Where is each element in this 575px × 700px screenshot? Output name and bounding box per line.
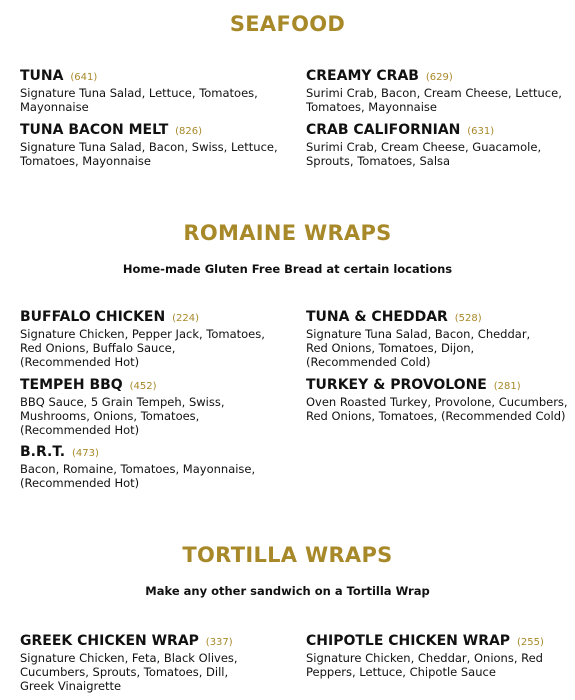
menu-item-tuna-cheddar (306, 309, 568, 369)
menu-item-brt (20, 444, 285, 490)
item-description-line: Greek Vinaigrette (20, 679, 122, 693)
item-name: BUFFALO CHICKEN (20, 309, 166, 325)
menu-item-tuna-bacon-melt (20, 122, 285, 168)
section-title-tortilla-wraps: TORTILLA WRAPS (182, 543, 393, 567)
item-description (306, 327, 568, 369)
section-note-romaine: Home-made Gluten Free Bread at certain locations (122, 262, 453, 276)
section-note-tortilla: Make any other sandwich on a Tortilla Wrap (145, 584, 430, 598)
item-calories: (473) (71, 448, 99, 459)
item-description-line: Signature Chicken, Feta, Black Olives, (20, 651, 238, 665)
menu-item-buffalo-chicken (20, 309, 285, 369)
item-name: TUNA (20, 68, 64, 84)
item-description-line: (Recommended Hot) (20, 423, 140, 437)
item-name: TUNA BACON MELT (20, 122, 169, 138)
item-name: CREAMY CRAB (306, 68, 419, 84)
item-description-line: Surimi Crab, Bacon, Cream Cheese, Lettuce, (306, 86, 562, 100)
item-description-line: Cucumbers, Sprouts, Tomatoes, Dill, (20, 665, 229, 679)
item-calories: (281) (493, 381, 521, 392)
menu-item-greek-chicken-wrap (20, 633, 285, 693)
item-description-line: Red Onions, Tomatoes, Dijon, (306, 341, 475, 355)
item-description (20, 86, 285, 114)
item-calories: (641) (70, 72, 98, 83)
item-description-line: (Recommended Hot) (20, 355, 140, 369)
item-description-line: Signature Tuna Salad, Bacon, Cheddar, (306, 327, 531, 341)
item-description-line: Oven Roasted Turkey, Provolone, Cucumbers, (306, 395, 568, 409)
item-description-line: Red Onions, Tomatoes, (Recommended Cold) (306, 409, 566, 423)
item-description (20, 462, 285, 490)
item-calories: (629) (425, 72, 453, 83)
item-description (20, 651, 285, 693)
item-name: B.R.T. (20, 444, 66, 460)
item-name: TURKEY & PROVOLONE (306, 377, 487, 393)
item-calories: (826) (175, 126, 203, 137)
menu-item-tempeh-bbq (20, 377, 285, 437)
item-calories: (631) (467, 126, 495, 137)
item-description-line: Tomatoes, Mayonnaise (306, 100, 437, 114)
menu-item-chipotle-chicken-wrap (306, 633, 568, 679)
menu-item-creamy-crab (306, 68, 568, 114)
item-description (20, 327, 285, 369)
menu-item-crab-californian (306, 122, 568, 168)
item-name: GREEK CHICKEN WRAP (20, 633, 199, 649)
item-description-line: Peppers, Lettuce, Chipotle Sauce (306, 665, 496, 679)
item-description-line: Sprouts, Tomatoes, Salsa (306, 154, 451, 168)
section-title-seafood: SEAFOOD (229, 12, 346, 36)
menu-item-turkey-provolone (306, 377, 568, 423)
item-description-line: (Recommended Hot) (20, 476, 140, 490)
item-description-line: (Recommended Cold) (306, 355, 431, 369)
item-calories: (452) (129, 381, 157, 392)
item-description-line: Bacon, Romaine, Tomatoes, Mayonnaise, (20, 462, 256, 476)
item-calories: (528) (454, 313, 482, 324)
item-description-line: Signature Tuna Salad, Lettuce, Tomatoes, (20, 86, 258, 100)
item-description-line: BBQ Sauce, 5 Grain Tempeh, Swiss, (20, 395, 225, 409)
item-name: CRAB CALIFORNIAN (306, 122, 461, 138)
item-calories: (255) (516, 637, 544, 648)
item-description-line: Surimi Crab, Cream Cheese, Guacamole, (306, 140, 542, 154)
item-calories: (224) (172, 313, 199, 324)
section-title-romaine-wraps: ROMAINE WRAPS (183, 221, 392, 245)
item-name: TUNA & CHEDDAR (306, 309, 448, 325)
item-description (20, 140, 285, 168)
item-description-line: Red Onions, Buffalo Sauce, (20, 341, 176, 355)
item-description (306, 651, 568, 679)
item-description (306, 140, 568, 168)
item-description (306, 86, 568, 114)
item-description-line: Signature Chicken, Cheddar, Onions, Red (306, 651, 543, 665)
item-description (20, 395, 285, 437)
item-name: TEMPEH BBQ (20, 377, 123, 393)
item-name: CHIPOTLE CHICKEN WRAP (306, 633, 511, 649)
item-description-line: Mushrooms, Onions, Tomatoes, (20, 409, 200, 423)
item-description-line: Signature Chicken, Pepper Jack, Tomatoes, (20, 327, 265, 341)
menu-item-tuna (20, 68, 285, 114)
item-description-line: Tomatoes, Mayonnaise (20, 154, 151, 168)
item-description-line: Signature Tuna Salad, Bacon, Swiss, Lettuce, (20, 140, 278, 154)
item-calories: (337) (205, 637, 233, 648)
item-description (306, 395, 568, 423)
item-description-line: Mayonnaise (20, 100, 89, 114)
